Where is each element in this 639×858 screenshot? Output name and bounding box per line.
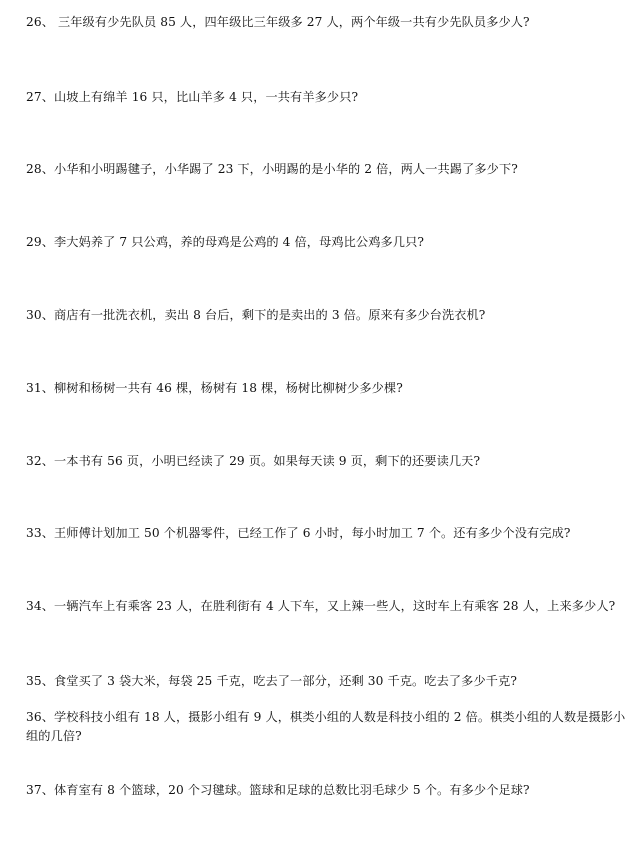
question-number: 27、 <box>26 90 54 104</box>
question-text: 学校科技小组有 18 人，摄影小组有 9 人，棋类小组的人数是科技小组的 2 倍。棋类小组的人数是摄影小组的几倍? <box>26 710 626 743</box>
question-37 <box>26 781 636 800</box>
question-number: 26、 <box>26 15 54 29</box>
question-number: 34、 <box>26 599 54 613</box>
question-number: 30、 <box>26 308 54 322</box>
question-text: 小华和小明踢毽子，小华踢了 23 下，小明踢的是小华的 2 倍，两人一共踢了多少下? <box>54 162 518 176</box>
question-number: 31、 <box>26 381 54 395</box>
question-31 <box>26 379 636 398</box>
question-33 <box>26 524 636 543</box>
question-text: 一辆汽车上有乘客 23 人，在胜利街有 4 人下车，又上辣一些人，这时车上有乘客 28 人，上来多少人? <box>54 599 616 613</box>
question-34 <box>26 597 636 616</box>
question-text: 王师傅计划加工 50 个机器零件，已经工作了 6 小时，每小时加工 7 个。还有多少个没有完成? <box>54 526 571 540</box>
question-text: 一本书有 56 页，小明已经读了 29 页。如果每天读 9 页，剩下的还要读几天? <box>54 454 481 468</box>
question-number: 28、 <box>26 162 54 176</box>
question-text: 商店有一批洗衣机，卖出 8 台后，剩下的是卖出的 3 倍。原来有多少台洗衣机? <box>54 308 486 322</box>
question-text: 李大妈养了 7 只公鸡，养的母鸡是公鸡的 4 倍，母鸡比公鸡多几只? <box>54 235 425 249</box>
question-number: 29、 <box>26 235 54 249</box>
question-32 <box>26 452 636 471</box>
question-number: 37、 <box>26 783 54 797</box>
question-28 <box>26 160 636 179</box>
question-number: 33、 <box>26 526 54 540</box>
question-text: 柳树和杨树一共有 46 棵，杨树有 18 棵，杨树比柳树少多少棵? <box>54 381 403 395</box>
question-number: 32、 <box>26 454 54 468</box>
question-27 <box>26 88 636 107</box>
question-26 <box>26 13 636 32</box>
question-text: 山坡上有绵羊 16 只，比山羊多 4 只，一共有羊多少只? <box>54 90 359 104</box>
question-35 <box>26 672 636 691</box>
question-text: 体育室有 8 个篮球，20 个习毽球。篮球和足球的总数比羽毛球少 5 个。有多少个足球? <box>54 783 530 797</box>
question-text: 三年级有少先队员 85 人，四年级比三年级多 27 人，两个年级一共有少先队员多少人? <box>54 15 530 29</box>
question-36 <box>26 708 636 746</box>
question-text: 食堂买了 3 袋大米，每袋 25 千克，吃去了一部分，还剩 30 千克。吃去了多少千克? <box>54 674 517 688</box>
question-29 <box>26 233 636 252</box>
question-30 <box>26 306 636 325</box>
question-number: 35、 <box>26 674 54 688</box>
question-number: 36、 <box>26 710 54 724</box>
